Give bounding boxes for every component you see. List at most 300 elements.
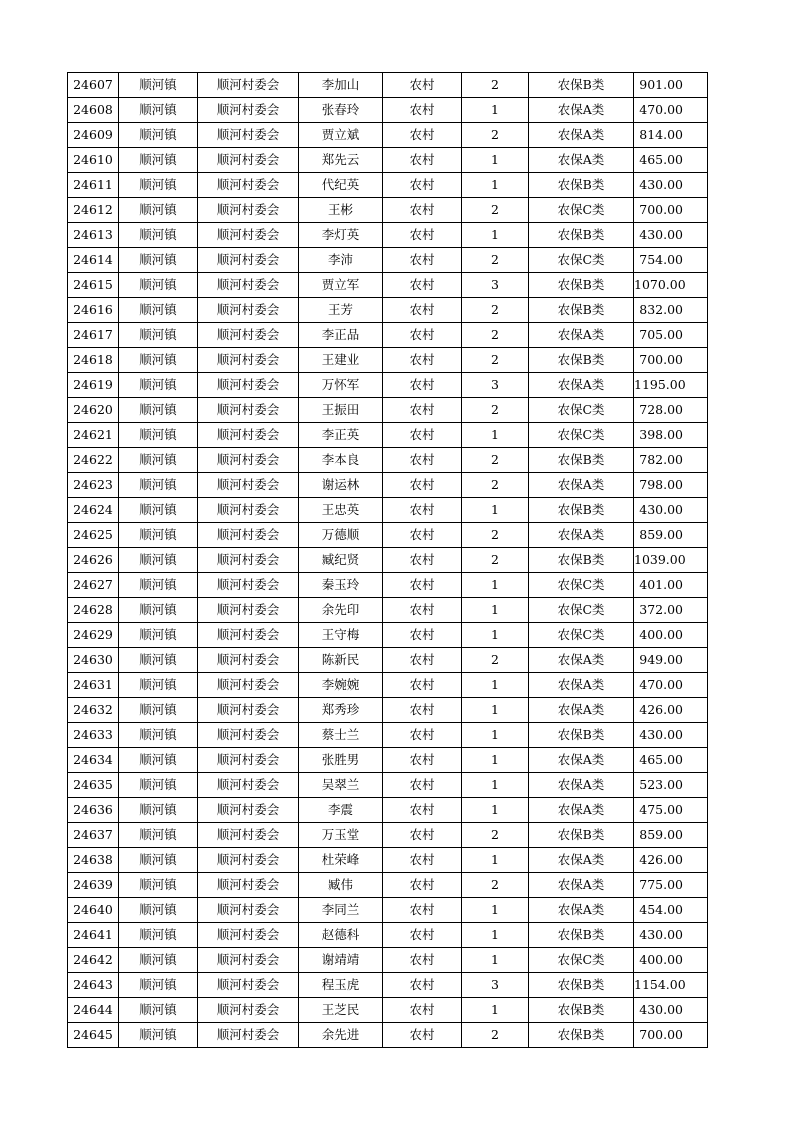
record-id-cell: 24619 (68, 373, 119, 398)
town-cell: 顺河镇 (119, 423, 198, 448)
amount-cell: 430.00 (634, 998, 708, 1023)
area-type-cell: 农村 (383, 373, 462, 398)
name-cell: 余先印 (299, 598, 383, 623)
insurance-class-cell: 农保A类 (529, 873, 634, 898)
town-cell: 顺河镇 (119, 523, 198, 548)
table-row (68, 123, 708, 148)
table-row (68, 348, 708, 373)
table-row (68, 423, 708, 448)
town-cell: 顺河镇 (119, 98, 198, 123)
insurance-class-cell: 农保B类 (529, 723, 634, 748)
area-type-cell: 农村 (383, 598, 462, 623)
amount-cell: 430.00 (634, 173, 708, 198)
area-type-cell: 农村 (383, 973, 462, 998)
area-type-cell: 农村 (383, 873, 462, 898)
household-size-cell: 2 (462, 1023, 529, 1048)
amount-cell: 700.00 (634, 198, 708, 223)
village-cell: 顺河村委会 (198, 448, 299, 473)
household-size-cell: 2 (462, 248, 529, 273)
insurance-class-cell: 农保A类 (529, 148, 634, 173)
name-cell: 王芝民 (299, 998, 383, 1023)
village-cell: 顺河村委会 (198, 748, 299, 773)
insurance-class-cell: 农保A类 (529, 373, 634, 398)
name-cell: 贾立斌 (299, 123, 383, 148)
amount-cell: 430.00 (634, 723, 708, 748)
table-row (68, 973, 708, 998)
town-cell: 顺河镇 (119, 448, 198, 473)
name-cell: 秦玉玲 (299, 573, 383, 598)
insurance-class-cell: 农保B类 (529, 548, 634, 573)
household-size-cell: 2 (462, 73, 529, 98)
table-row (68, 198, 708, 223)
amount-cell: 1195.00 (634, 373, 708, 398)
village-cell: 顺河村委会 (198, 873, 299, 898)
record-id-cell: 24635 (68, 773, 119, 798)
name-cell: 郑先云 (299, 148, 383, 173)
village-cell: 顺河村委会 (198, 798, 299, 823)
name-cell: 万怀军 (299, 373, 383, 398)
household-size-cell: 1 (462, 723, 529, 748)
insurance-class-cell: 农保B类 (529, 973, 634, 998)
area-type-cell: 农村 (383, 498, 462, 523)
name-cell: 余先进 (299, 1023, 383, 1048)
town-cell: 顺河镇 (119, 398, 198, 423)
village-cell: 顺河村委会 (198, 348, 299, 373)
area-type-cell: 农村 (383, 223, 462, 248)
town-cell: 顺河镇 (119, 173, 198, 198)
amount-cell: 372.00 (634, 598, 708, 623)
town-cell: 顺河镇 (119, 973, 198, 998)
name-cell: 陈新民 (299, 648, 383, 673)
name-cell: 王振田 (299, 398, 383, 423)
household-size-cell: 1 (462, 223, 529, 248)
town-cell: 顺河镇 (119, 1023, 198, 1048)
name-cell: 李婉婉 (299, 673, 383, 698)
town-cell: 顺河镇 (119, 73, 198, 98)
table-row (68, 173, 708, 198)
record-id-cell: 24643 (68, 973, 119, 998)
area-type-cell: 农村 (383, 323, 462, 348)
record-id-cell: 24632 (68, 698, 119, 723)
town-cell: 顺河镇 (119, 348, 198, 373)
insurance-class-cell: 农保B类 (529, 498, 634, 523)
amount-cell: 400.00 (634, 623, 708, 648)
record-id-cell: 24618 (68, 348, 119, 373)
household-size-cell: 1 (462, 623, 529, 648)
town-cell: 顺河镇 (119, 898, 198, 923)
record-id-cell: 24640 (68, 898, 119, 923)
village-cell: 顺河村委会 (198, 598, 299, 623)
record-id-cell: 24631 (68, 673, 119, 698)
area-type-cell: 农村 (383, 298, 462, 323)
village-cell: 顺河村委会 (198, 423, 299, 448)
name-cell: 臧伟 (299, 873, 383, 898)
table-row (68, 848, 708, 873)
amount-cell: 814.00 (634, 123, 708, 148)
record-id-cell: 24641 (68, 923, 119, 948)
insurance-class-cell: 农保C类 (529, 423, 634, 448)
town-cell: 顺河镇 (119, 723, 198, 748)
area-type-cell: 农村 (383, 123, 462, 148)
household-size-cell: 1 (462, 148, 529, 173)
town-cell: 顺河镇 (119, 298, 198, 323)
village-cell: 顺河村委会 (198, 648, 299, 673)
name-cell: 臧纪贤 (299, 548, 383, 573)
town-cell: 顺河镇 (119, 873, 198, 898)
table-row (68, 598, 708, 623)
amount-cell: 775.00 (634, 873, 708, 898)
insurance-class-cell: 农保B类 (529, 173, 634, 198)
area-type-cell: 农村 (383, 73, 462, 98)
name-cell: 王建业 (299, 348, 383, 373)
household-size-cell: 1 (462, 998, 529, 1023)
amount-cell: 470.00 (634, 98, 708, 123)
village-cell: 顺河村委会 (198, 273, 299, 298)
record-id-cell: 24625 (68, 523, 119, 548)
village-cell: 顺河村委会 (198, 923, 299, 948)
household-size-cell: 1 (462, 423, 529, 448)
name-cell: 李灯英 (299, 223, 383, 248)
name-cell: 李沛 (299, 248, 383, 273)
village-cell: 顺河村委会 (198, 673, 299, 698)
record-id-cell: 24615 (68, 273, 119, 298)
record-id-cell: 24638 (68, 848, 119, 873)
household-size-cell: 1 (462, 948, 529, 973)
name-cell: 郑秀珍 (299, 698, 383, 723)
record-id-cell: 24621 (68, 423, 119, 448)
household-size-cell: 2 (462, 198, 529, 223)
table-row (68, 748, 708, 773)
amount-cell: 1154.00 (634, 973, 708, 998)
table-row (68, 523, 708, 548)
amount-cell: 1039.00 (634, 548, 708, 573)
household-size-cell: 3 (462, 273, 529, 298)
table-row (68, 898, 708, 923)
amount-cell: 465.00 (634, 748, 708, 773)
name-cell: 李正英 (299, 423, 383, 448)
record-id-cell: 24636 (68, 798, 119, 823)
area-type-cell: 农村 (383, 523, 462, 548)
village-cell: 顺河村委会 (198, 1023, 299, 1048)
insurance-class-cell: 农保B类 (529, 348, 634, 373)
insurance-class-cell: 农保B类 (529, 923, 634, 948)
area-type-cell: 农村 (383, 173, 462, 198)
table-row (68, 823, 708, 848)
area-type-cell: 农村 (383, 823, 462, 848)
record-id-cell: 24622 (68, 448, 119, 473)
amount-cell: 754.00 (634, 248, 708, 273)
insurance-class-cell: 农保A类 (529, 898, 634, 923)
area-type-cell: 农村 (383, 798, 462, 823)
town-cell: 顺河镇 (119, 548, 198, 573)
amount-cell: 430.00 (634, 498, 708, 523)
table-row (68, 573, 708, 598)
village-cell: 顺河村委会 (198, 848, 299, 873)
village-cell: 顺河村委会 (198, 223, 299, 248)
household-size-cell: 1 (462, 923, 529, 948)
area-type-cell: 农村 (383, 1023, 462, 1048)
village-cell: 顺河村委会 (198, 248, 299, 273)
record-id-cell: 24637 (68, 823, 119, 848)
town-cell: 顺河镇 (119, 948, 198, 973)
table-row (68, 673, 708, 698)
area-type-cell: 农村 (383, 98, 462, 123)
record-id-cell: 24623 (68, 473, 119, 498)
amount-cell: 401.00 (634, 573, 708, 598)
village-cell: 顺河村委会 (198, 148, 299, 173)
record-id-cell: 24612 (68, 198, 119, 223)
record-id-cell: 24627 (68, 573, 119, 598)
insurance-class-cell: 农保C类 (529, 198, 634, 223)
name-cell: 万玉堂 (299, 823, 383, 848)
table-row (68, 773, 708, 798)
village-cell: 顺河村委会 (198, 823, 299, 848)
record-id-cell: 24614 (68, 248, 119, 273)
name-cell: 张胜男 (299, 748, 383, 773)
name-cell: 谢运林 (299, 473, 383, 498)
record-id-cell: 24645 (68, 1023, 119, 1048)
table-row (68, 473, 708, 498)
household-size-cell: 2 (462, 123, 529, 148)
village-cell: 顺河村委会 (198, 173, 299, 198)
insurance-class-cell: 农保C类 (529, 248, 634, 273)
name-cell: 张春玲 (299, 98, 383, 123)
insurance-class-cell: 农保A类 (529, 848, 634, 873)
village-cell: 顺河村委会 (198, 498, 299, 523)
household-size-cell: 1 (462, 898, 529, 923)
town-cell: 顺河镇 (119, 998, 198, 1023)
table-row (68, 623, 708, 648)
area-type-cell: 农村 (383, 898, 462, 923)
village-cell: 顺河村委会 (198, 998, 299, 1023)
amount-cell: 798.00 (634, 473, 708, 498)
town-cell: 顺河镇 (119, 223, 198, 248)
household-size-cell: 2 (462, 548, 529, 573)
village-cell: 顺河村委会 (198, 473, 299, 498)
name-cell: 王忠英 (299, 498, 383, 523)
record-id-cell: 24609 (68, 123, 119, 148)
household-size-cell: 1 (462, 498, 529, 523)
record-id-cell: 24613 (68, 223, 119, 248)
name-cell: 杜荣峰 (299, 848, 383, 873)
insurance-class-cell: 农保B类 (529, 298, 634, 323)
name-cell: 程玉虎 (299, 973, 383, 998)
table-row (68, 223, 708, 248)
household-size-cell: 1 (462, 573, 529, 598)
name-cell: 李本良 (299, 448, 383, 473)
amount-cell: 475.00 (634, 798, 708, 823)
insurance-class-cell: 农保A类 (529, 323, 634, 348)
village-cell: 顺河村委会 (198, 373, 299, 398)
town-cell: 顺河镇 (119, 623, 198, 648)
table-row (68, 998, 708, 1023)
village-cell: 顺河村委会 (198, 898, 299, 923)
town-cell: 顺河镇 (119, 323, 198, 348)
amount-cell: 782.00 (634, 448, 708, 473)
insurance-class-cell: 农保A类 (529, 798, 634, 823)
name-cell: 李同兰 (299, 898, 383, 923)
insurance-class-cell: 农保A类 (529, 698, 634, 723)
record-id-cell: 24633 (68, 723, 119, 748)
insurance-class-cell: 农保A类 (529, 473, 634, 498)
table-row (68, 548, 708, 573)
area-type-cell: 农村 (383, 448, 462, 473)
village-cell: 顺河村委会 (198, 623, 299, 648)
town-cell: 顺河镇 (119, 248, 198, 273)
village-cell: 顺河村委会 (198, 973, 299, 998)
record-id-cell: 24629 (68, 623, 119, 648)
record-id-cell: 24628 (68, 598, 119, 623)
amount-cell: 859.00 (634, 523, 708, 548)
area-type-cell: 农村 (383, 998, 462, 1023)
amount-cell: 523.00 (634, 773, 708, 798)
village-cell: 顺河村委会 (198, 123, 299, 148)
household-size-cell: 2 (462, 823, 529, 848)
table-row (68, 723, 708, 748)
amount-cell: 705.00 (634, 323, 708, 348)
area-type-cell: 农村 (383, 698, 462, 723)
household-size-cell: 1 (462, 673, 529, 698)
village-cell: 顺河村委会 (198, 198, 299, 223)
insurance-class-cell: 农保C类 (529, 948, 634, 973)
record-id-cell: 24607 (68, 73, 119, 98)
area-type-cell: 农村 (383, 723, 462, 748)
insurance-class-cell: 农保A类 (529, 523, 634, 548)
name-cell: 谢靖靖 (299, 948, 383, 973)
table-row (68, 948, 708, 973)
record-id-cell: 24610 (68, 148, 119, 173)
name-cell: 代纪英 (299, 173, 383, 198)
household-size-cell: 1 (462, 98, 529, 123)
insurance-class-cell: 农保C类 (529, 398, 634, 423)
amount-cell: 901.00 (634, 73, 708, 98)
name-cell: 万德顺 (299, 523, 383, 548)
amount-cell: 465.00 (634, 148, 708, 173)
household-size-cell: 3 (462, 973, 529, 998)
record-id-cell: 24644 (68, 998, 119, 1023)
village-cell: 顺河村委会 (198, 323, 299, 348)
table-row (68, 448, 708, 473)
area-type-cell: 农村 (383, 848, 462, 873)
insurance-class-cell: 农保A类 (529, 773, 634, 798)
household-size-cell: 2 (462, 348, 529, 373)
town-cell: 顺河镇 (119, 273, 198, 298)
village-cell: 顺河村委会 (198, 773, 299, 798)
household-size-cell: 2 (462, 323, 529, 348)
table-row (68, 373, 708, 398)
amount-cell: 700.00 (634, 348, 708, 373)
insurance-class-cell: 农保B类 (529, 448, 634, 473)
village-cell: 顺河村委会 (198, 98, 299, 123)
insurance-class-cell: 农保A类 (529, 98, 634, 123)
town-cell: 顺河镇 (119, 773, 198, 798)
amount-cell: 454.00 (634, 898, 708, 923)
village-cell: 顺河村委会 (198, 573, 299, 598)
area-type-cell: 农村 (383, 473, 462, 498)
area-type-cell: 农村 (383, 548, 462, 573)
household-size-cell: 1 (462, 848, 529, 873)
town-cell: 顺河镇 (119, 473, 198, 498)
town-cell: 顺河镇 (119, 848, 198, 873)
village-cell: 顺河村委会 (198, 698, 299, 723)
insurance-class-cell: 农保B类 (529, 73, 634, 98)
table-row (68, 323, 708, 348)
village-cell: 顺河村委会 (198, 398, 299, 423)
amount-cell: 859.00 (634, 823, 708, 848)
area-type-cell: 农村 (383, 198, 462, 223)
village-cell: 顺河村委会 (198, 523, 299, 548)
town-cell: 顺河镇 (119, 123, 198, 148)
area-type-cell: 农村 (383, 748, 462, 773)
village-cell: 顺河村委会 (198, 298, 299, 323)
area-type-cell: 农村 (383, 948, 462, 973)
area-type-cell: 农村 (383, 398, 462, 423)
household-size-cell: 1 (462, 773, 529, 798)
area-type-cell: 农村 (383, 623, 462, 648)
village-cell: 顺河村委会 (198, 723, 299, 748)
record-id-cell: 24639 (68, 873, 119, 898)
village-cell: 顺河村委会 (198, 73, 299, 98)
insurance-class-cell: 农保A类 (529, 648, 634, 673)
amount-cell: 949.00 (634, 648, 708, 673)
table-row (68, 923, 708, 948)
town-cell: 顺河镇 (119, 148, 198, 173)
record-id-cell: 24624 (68, 498, 119, 523)
household-size-cell: 1 (462, 598, 529, 623)
record-id-cell: 24608 (68, 98, 119, 123)
area-type-cell: 农村 (383, 148, 462, 173)
area-type-cell: 农村 (383, 248, 462, 273)
record-id-cell: 24642 (68, 948, 119, 973)
insurance-class-cell: 农保B类 (529, 273, 634, 298)
amount-cell: 426.00 (634, 848, 708, 873)
insurance-class-cell: 农保A类 (529, 673, 634, 698)
household-size-cell: 1 (462, 698, 529, 723)
record-id-cell: 24611 (68, 173, 119, 198)
table-row (68, 98, 708, 123)
area-type-cell: 农村 (383, 773, 462, 798)
record-id-cell: 24617 (68, 323, 119, 348)
insurance-class-cell: 农保A类 (529, 123, 634, 148)
name-cell: 蔡士兰 (299, 723, 383, 748)
area-type-cell: 农村 (383, 573, 462, 598)
table-row (68, 148, 708, 173)
area-type-cell: 农村 (383, 923, 462, 948)
insurance-class-cell: 农保B类 (529, 223, 634, 248)
household-size-cell: 2 (462, 298, 529, 323)
household-size-cell: 2 (462, 448, 529, 473)
record-id-cell: 24630 (68, 648, 119, 673)
table-row (68, 498, 708, 523)
table-row (68, 873, 708, 898)
insurance-class-cell: 农保B类 (529, 1023, 634, 1048)
amount-cell: 728.00 (634, 398, 708, 423)
town-cell: 顺河镇 (119, 198, 198, 223)
amount-cell: 398.00 (634, 423, 708, 448)
town-cell: 顺河镇 (119, 823, 198, 848)
table-row (68, 298, 708, 323)
area-type-cell: 农村 (383, 348, 462, 373)
name-cell: 王芳 (299, 298, 383, 323)
insurance-class-cell: 农保B类 (529, 823, 634, 848)
name-cell: 吴翠兰 (299, 773, 383, 798)
amount-cell: 1070.00 (634, 273, 708, 298)
amount-cell: 470.00 (634, 673, 708, 698)
area-type-cell: 农村 (383, 673, 462, 698)
name-cell: 李震 (299, 798, 383, 823)
village-cell: 顺河村委会 (198, 548, 299, 573)
name-cell: 赵德科 (299, 923, 383, 948)
